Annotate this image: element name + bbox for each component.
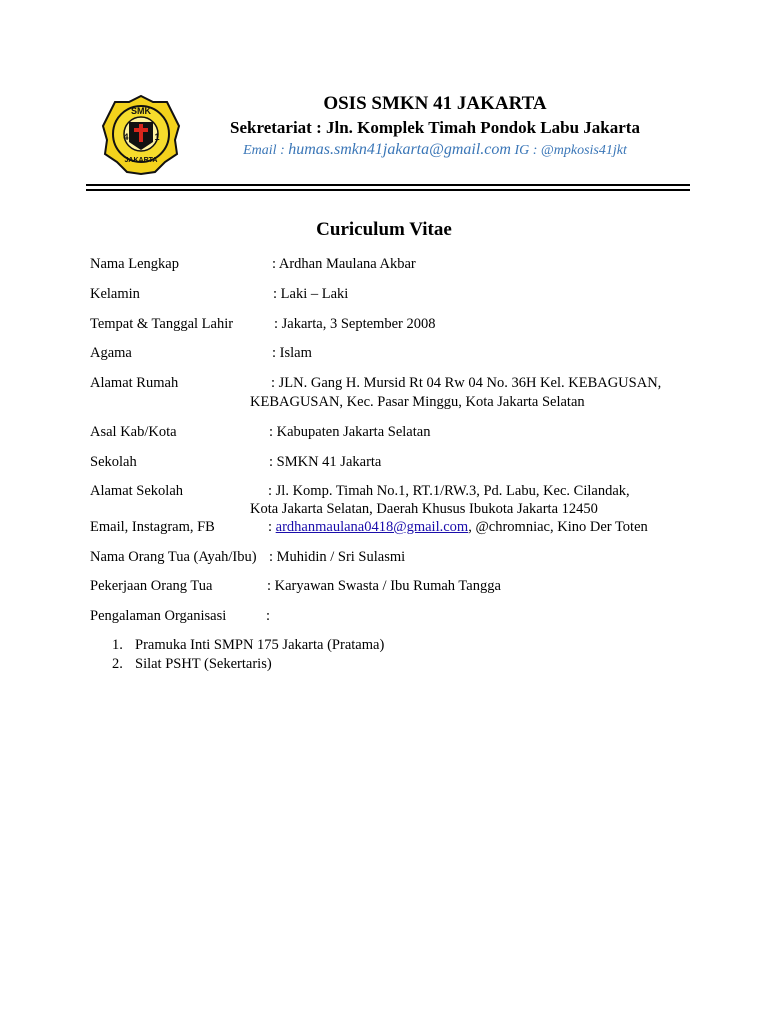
list-item bbox=[112, 655, 272, 674]
header-email[interactable]: humas.smkn41jakarta@gmail.com bbox=[288, 141, 511, 158]
header-divider-top bbox=[86, 184, 690, 186]
field-label: Pekerjaan Orang Tua bbox=[90, 578, 213, 594]
field-label: Kelamin bbox=[90, 286, 140, 302]
field-label: Sekolah bbox=[90, 454, 137, 470]
social-handles: , @chromniac, Kino Der Toten bbox=[468, 519, 648, 535]
list-text: Silat PSHT (Sekertaris) bbox=[135, 656, 272, 672]
field-value: : Kabupaten Jakarta Selatan bbox=[269, 424, 431, 440]
logo-top-text: SMK bbox=[131, 106, 151, 116]
email-label: Email : bbox=[243, 143, 285, 158]
cv-title: Curiculum Vitae bbox=[316, 219, 452, 240]
list-item bbox=[112, 636, 384, 655]
field-label: Nama Orang Tua (Ayah/Ibu) bbox=[90, 549, 257, 565]
field-label: Email, Instagram, FB bbox=[90, 519, 215, 535]
field-label: Tempat & Tanggal Lahir bbox=[90, 316, 234, 332]
field-label: Pengalaman Organisasi bbox=[90, 608, 227, 624]
secretariat-address: Sekretariat : Jln. Komplek Timah Pondok Labu Jakarta bbox=[230, 118, 640, 137]
header-instagram: IG : @mpkosis41jkt bbox=[514, 143, 627, 158]
field-value: : JLN. Gang H. Mursid Rt 04 Rw 04 No. 36H Kel. KEBAGUSAN, bbox=[271, 375, 662, 391]
list-text: Pramuka Inti SMPN 175 Jakarta (Pratama) bbox=[135, 637, 385, 653]
field-label: Agama bbox=[90, 345, 132, 361]
field-value: : Jl. Komp. Timah No.1, RT.1/RW.3, Pd. Labu, Kec. Cilandak, bbox=[268, 483, 630, 499]
logo-num-left: 4 bbox=[123, 132, 129, 142]
field-label: Alamat Rumah bbox=[90, 375, 179, 391]
field-colon: : bbox=[268, 519, 273, 535]
field-label: Alamat Sekolah bbox=[90, 483, 184, 499]
header-divider-bottom bbox=[86, 189, 690, 191]
field-value: : Muhidin / Sri Sulasmi bbox=[269, 549, 406, 565]
field-value: : SMKN 41 Jakarta bbox=[269, 454, 382, 470]
field-label: Asal Kab/Kota bbox=[90, 424, 177, 440]
organization-title: OSIS SMKN 41 JAKARTA bbox=[323, 93, 547, 114]
list-number: 2. bbox=[112, 656, 123, 672]
field-value: : Jakarta, 3 September 2008 bbox=[274, 316, 436, 332]
field-value: : Laki – Laki bbox=[273, 286, 349, 302]
logo-bottom-text: JAKARTA bbox=[124, 157, 158, 164]
field-value: : Islam bbox=[272, 345, 312, 361]
field-value bbox=[268, 518, 648, 537]
school-logo bbox=[101, 94, 181, 176]
field-label: Nama Lengkap bbox=[90, 256, 179, 272]
field-alamat-sekolah-continued: Kota Jakarta Selatan, Daerah Khusus Ibukota Jakarta 12450 bbox=[250, 501, 598, 517]
header-contact bbox=[180, 141, 690, 159]
field-value: : bbox=[266, 608, 271, 624]
field-alamat-rumah-continued: KEBAGUSAN, Kec. Pasar Minggu, Kota Jakarta Selatan bbox=[250, 394, 585, 410]
personal-email-link[interactable]: ardhanmaulana0418@gmail.com bbox=[275, 519, 469, 535]
field-value: : Karyawan Swasta / Ibu Rumah Tangga bbox=[267, 578, 501, 594]
field-value: : Ardhan Maulana Akbar bbox=[272, 256, 416, 272]
logo-num-right: 1 bbox=[154, 132, 160, 142]
list-number: 1. bbox=[112, 637, 123, 653]
